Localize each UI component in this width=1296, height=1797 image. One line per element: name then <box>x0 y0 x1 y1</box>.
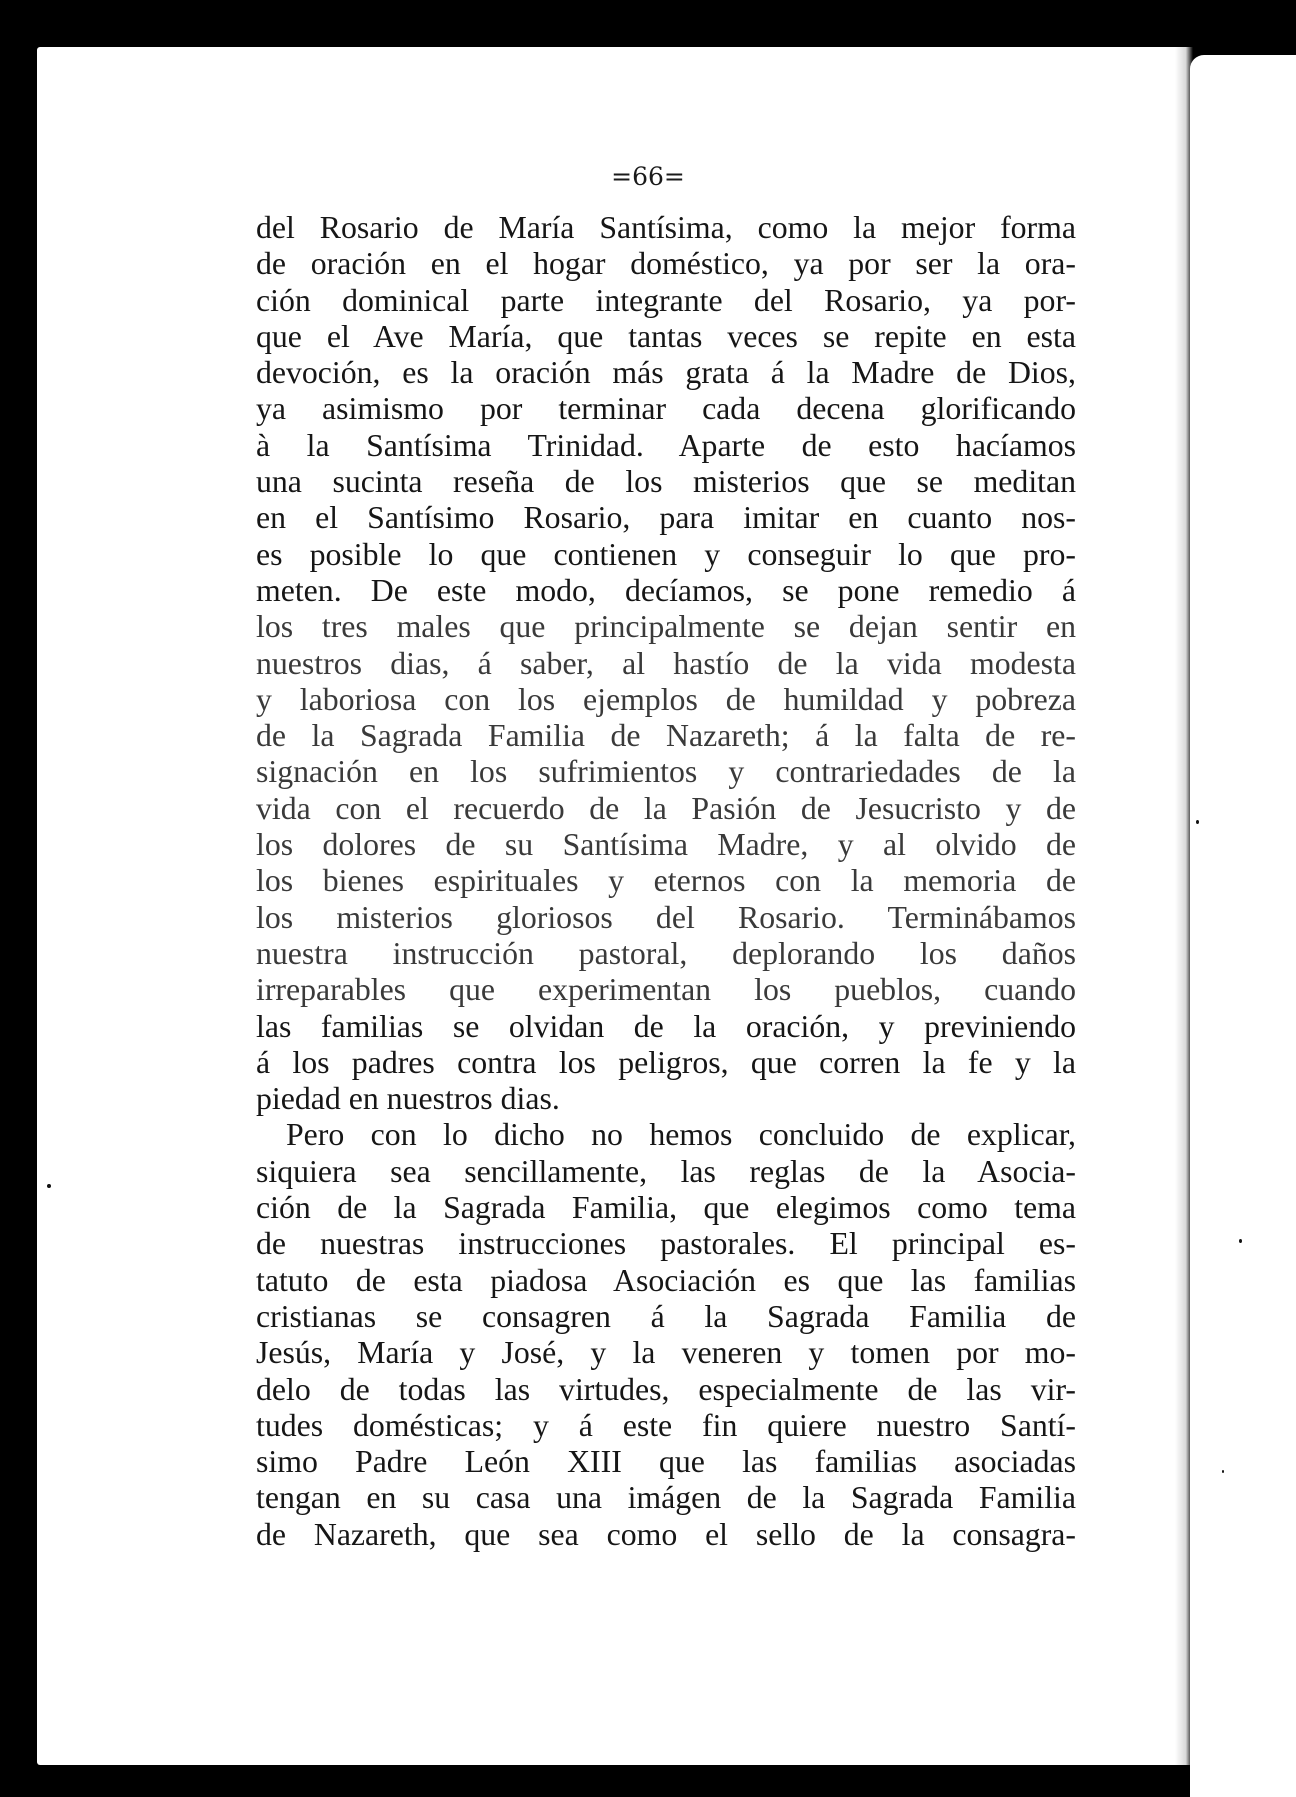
paragraph-1 <box>256 210 1076 1117</box>
text-line: nuestros dias, á saber, al hastío de la vida modesta <box>256 645 1076 681</box>
text-line: y laboriosa con los ejemplos de humildad y pobreza <box>256 681 1076 717</box>
text-line: Pero con lo dicho no hemos concluido de explicar, <box>286 1117 1076 1153</box>
text-line: nuestra instrucción pastoral, deplorando los daños <box>256 935 1076 971</box>
text-line: que el Ave María, que tantas veces se repite en esta <box>256 318 1076 354</box>
text-line: tengan en su casa una imágen de la Sagrada Familia <box>256 1480 1076 1516</box>
text-line: tatuto de esta piadosa Asociación es que las familias <box>256 1262 1076 1298</box>
paragraph-2 <box>256 1117 1076 1553</box>
text-line: en el Santísimo Rosario, para imitar en cuanto nos- <box>256 500 1076 536</box>
text-line: signación en los sufrimientos y contrariedades de la <box>256 754 1076 790</box>
text-line: siquiera sea sencillamente, las reglas de la Asocia- <box>256 1153 1076 1189</box>
text-line: los dolores de su Santísima Madre, y al olvido de <box>256 827 1076 863</box>
ink-speck <box>47 1184 51 1188</box>
text-line: á los padres contra los peligros, que corren la fe y la <box>256 1044 1076 1080</box>
text-line: de la Sagrada Familia de Nazareth; á la falta de re- <box>256 718 1076 754</box>
text-line: piedad en nuestros dias. <box>256 1081 560 1117</box>
adjacent-page-edge <box>1190 55 1296 1797</box>
ink-speck <box>1222 1470 1224 1473</box>
ink-speck <box>1196 820 1199 824</box>
text-line: Jesús, María y José, y la veneren y tomen por mo- <box>256 1335 1076 1371</box>
text-line: simo Padre León XIII que las familias asociadas <box>256 1444 1076 1480</box>
text-line: vida con el recuerdo de la Pasión de Jesucristo y de <box>256 790 1076 826</box>
text-line: los bienes espirituales y eternos con la memoria de <box>256 863 1076 899</box>
text-line: ción dominical parte integrante del Rosario, ya por- <box>256 282 1076 318</box>
body-text <box>256 210 1076 1553</box>
page-number: =66= <box>611 162 685 191</box>
text-line: es posible lo que contienen y conseguir lo que pro- <box>256 536 1076 572</box>
text-line: delo de todas las virtudes, especialmente de las vir- <box>256 1371 1076 1407</box>
text-line: los tres males que principalmente se dejan sentir en <box>256 609 1076 645</box>
text-line: ya asimismo por terminar cada decena glorificando <box>256 391 1076 427</box>
text-line: las familias se olvidan de la oración, y previniendo <box>256 1008 1076 1044</box>
text-line: ción de la Sagrada Familia, que elegimos como tema <box>256 1190 1076 1226</box>
text-line: de nuestras instrucciones pastorales. El principal es- <box>256 1226 1076 1262</box>
text-line: los misterios gloriosos del Rosario. Terminábamos <box>256 899 1076 935</box>
text-line: à la Santísima Trinidad. Aparte de esto hacíamos <box>256 427 1076 463</box>
text-line: de oración en el hogar doméstico, ya por ser la ora- <box>256 246 1076 282</box>
text-line: del Rosario de María Santísima, como la mejor forma <box>256 210 1076 245</box>
ink-speck <box>1239 1239 1242 1243</box>
text-line: devoción, es la oración más grata á la Madre de Dios, <box>256 355 1076 391</box>
text-line: irreparables que experimentan los pueblos, cuando <box>256 972 1076 1008</box>
text-line: meten. De este modo, decíamos, se pone remedio á <box>256 572 1076 608</box>
text-line: de Nazareth, que sea como el sello de la consagra- <box>256 1516 1076 1552</box>
text-line: una sucinta reseña de los misterios que se meditan <box>256 464 1076 500</box>
text-line: cristianas se consagren á la Sagrada Familia de <box>256 1298 1076 1334</box>
text-line: tudes domésticas; y á este fin quiere nuestro Santí- <box>256 1407 1076 1443</box>
